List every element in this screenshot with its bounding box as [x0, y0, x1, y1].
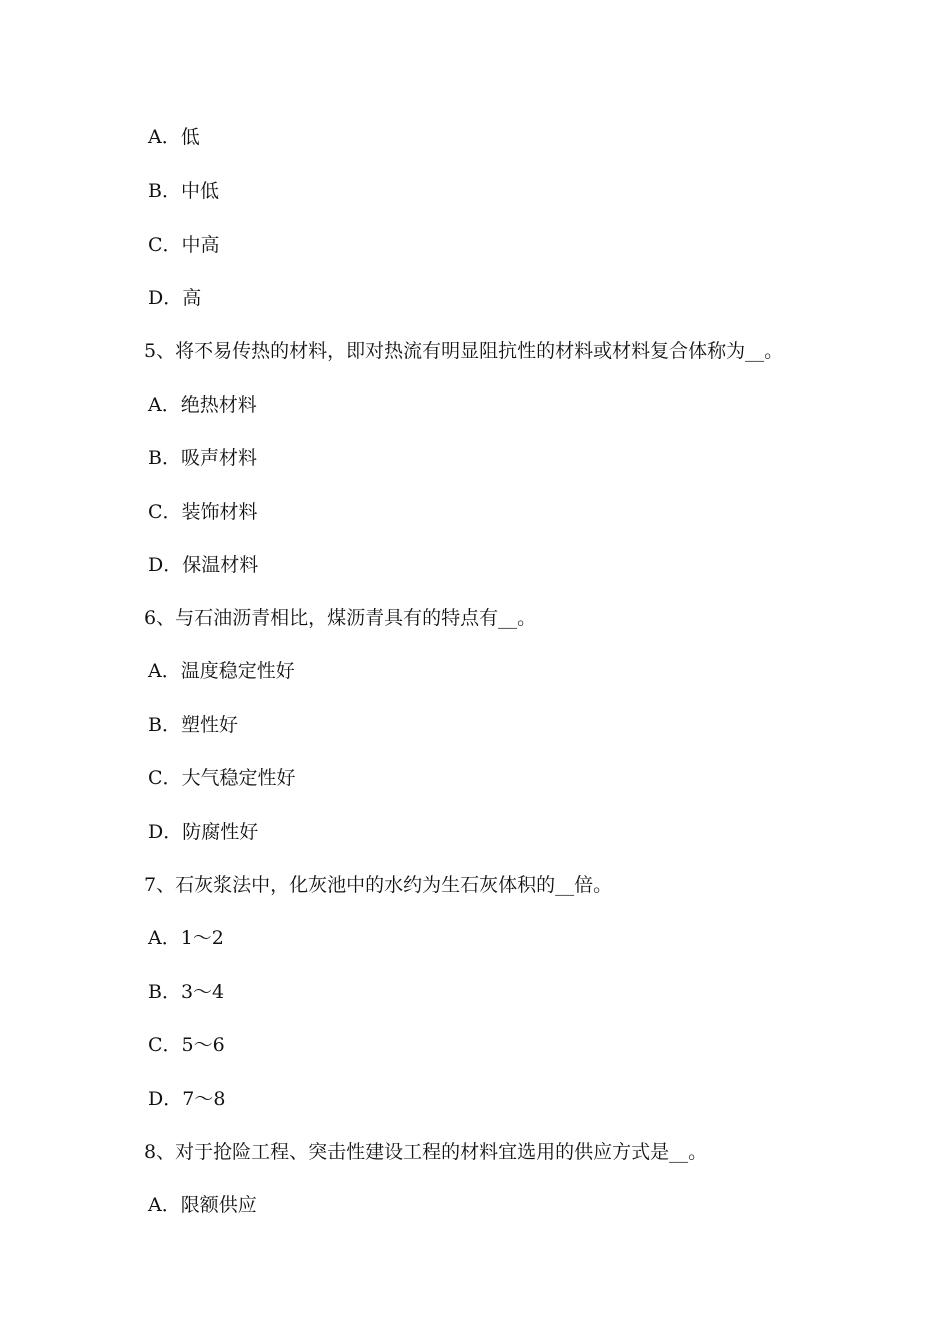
option-q4-b: B．中低: [148, 180, 219, 202]
option-q6-b: B．塑性好: [148, 714, 238, 736]
option-q5-d: D．保温材料: [148, 554, 259, 576]
option-q6-d: D．防腐性好: [148, 821, 259, 843]
option-q7-a: A．1～2: [148, 927, 224, 949]
question-5: 5、将不易传热的材料，即对热流有明显阻抗性的材料或材料复合体称为__。: [144, 340, 784, 362]
option-q7-c: C．5～6: [148, 1034, 225, 1056]
option-q7-d: D．7～8: [148, 1088, 226, 1110]
option-q5-b: B．吸声材料: [148, 447, 257, 469]
option-q7-b: B．3～4: [148, 981, 225, 1003]
option-q6-a: A．温度稳定性好: [148, 660, 295, 682]
option-q4-d: D．高: [148, 287, 202, 309]
option-q4-c: C．中高: [148, 234, 220, 256]
option-q8-a: A．限额供应: [148, 1194, 257, 1216]
question-6: 6、与石油沥青相比，煤沥青具有的特点有__。: [144, 607, 537, 629]
option-q6-c: C．大气稳定性好: [148, 767, 296, 789]
question-7: 7、石灰浆法中，化灰池中的水约为生石灰体积的__倍。: [144, 874, 613, 896]
question-8: 8、对于抢险工程、突击性建设工程的材料宜选用的供应方式是__。: [144, 1141, 708, 1163]
option-q5-c: C．装饰材料: [148, 501, 258, 523]
option-q5-a: A．绝热材料: [148, 394, 257, 416]
option-q4-a: A．低: [148, 126, 200, 148]
